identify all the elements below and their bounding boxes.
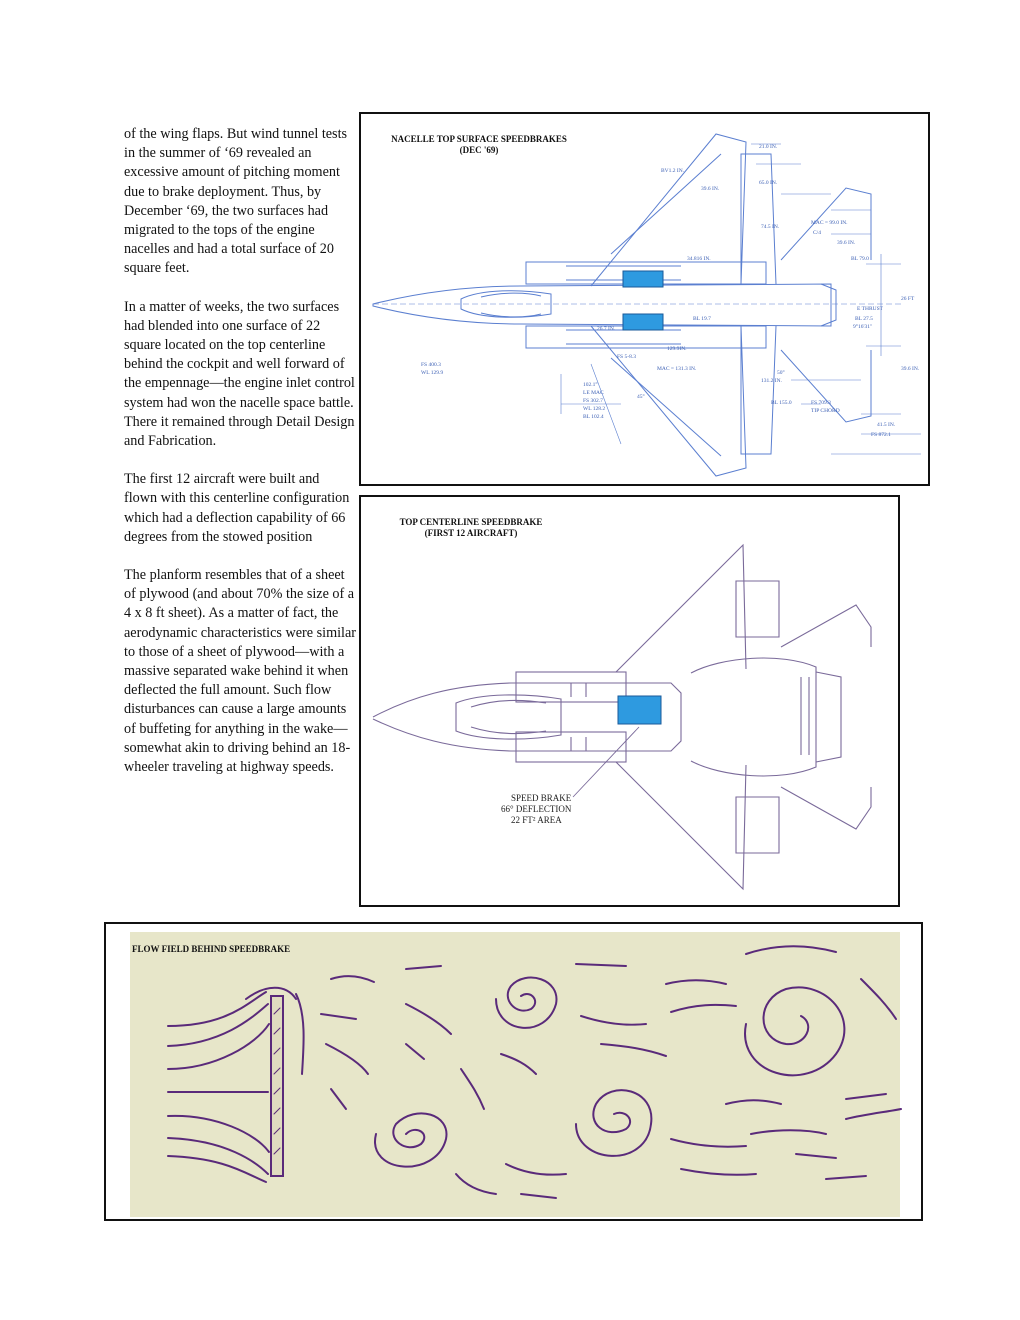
paragraph-1: of the wing flaps. But wind tunnel tests in the summer of ‘69 revealed an excessive amount of pitching moment due to brake deployment. Thus, by December ‘69, the two surfaces had migrated to the tops of the engine nacelles and had a total surface of 20 square feet.	[124, 126, 348, 277]
svg-text:LE MAC: LE MAC	[583, 390, 604, 396]
svg-text:BL 79.0: BL 79.0	[851, 256, 869, 262]
svg-text:50°: 50°	[777, 370, 785, 376]
paragraph-2: In a matter of weeks, the two surfaces had blended into one surface of 22 square located on the top centerline behind the cockpit and well forward of the empennage—the engine inlet control system had won the nacelle space battle. There it remained through Detail Design and Fabrication.	[124, 298, 355, 450]
paragraph-3: The first 12 aircraft were built and flown with this centerline configuration which had a deflection capability of 66 degrees from the stowed position	[124, 471, 350, 545]
svg-text:FS 709.3: FS 709.3	[811, 400, 831, 406]
figure-nacelle-speedbrakes	[359, 112, 930, 486]
svg-text:BL 155.0: BL 155.0	[771, 400, 792, 406]
svg-text:34.816 IN.: 34.816 IN.	[687, 256, 711, 262]
svg-text:131.2 IN.: 131.2 IN.	[761, 378, 782, 384]
callout-line-2: 66° DEFLECTION	[501, 804, 572, 814]
body-text-column	[124, 125, 356, 777]
svg-text:FS 400.3: FS 400.3	[421, 362, 441, 368]
figure-centerline-speedbrake	[359, 495, 900, 907]
svg-text:WL 129.9: WL 129.9	[421, 370, 444, 376]
svg-text:41.5 IN.: 41.5 IN.	[877, 422, 896, 428]
svg-text:39.6 IN.: 39.6 IN.	[701, 186, 720, 192]
svg-text:26.7 IN.: 26.7 IN.	[597, 326, 616, 332]
svg-text:BL 19.7: BL 19.7	[693, 316, 711, 322]
svg-text:FS 872.1: FS 872.1	[871, 432, 891, 438]
figure3-title: FLOW FIELD BEHIND SPEEDBRAKE	[132, 944, 291, 954]
svg-text:C/4: C/4	[813, 230, 821, 236]
svg-text:21.0 IN.: 21.0 IN.	[759, 144, 778, 150]
paragraph-4: The planform resembles that of a sheet of plywood (and about 70% the size of a 4 x 8 ft sheet). As a matter of fact, the aerodynamic characteristics were similar to those of a sheet of plywood—with a massive separated wake behind it when deflected the full amount. Such flow disturbances can cause a large amounts of buffeting for anything in the wake—somewhat akin to driving behind an 18-wheeler traveling at highway speeds.	[124, 567, 357, 776]
figure-flow-field	[104, 922, 923, 1221]
callout-line-3: 22 FT² AREA	[511, 815, 562, 825]
svg-text:39.6 IN.: 39.6 IN.	[901, 366, 920, 372]
svg-text:39.6 IN.: 39.6 IN.	[837, 240, 856, 246]
figure1-title: NACELLE TOP SURFACE SPEEDBRAKES (DEC '69)	[391, 134, 567, 155]
figure2-title: TOP CENTERLINE SPEEDBRAKE (FIRST 12 AIRCRAFT)	[399, 517, 543, 538]
svg-text:FS 302.7: FS 302.7	[583, 398, 603, 404]
svg-text:BV1.2 IN.: BV1.2 IN.	[661, 168, 685, 174]
svg-text:E THRUST: E THRUST	[857, 306, 884, 312]
svg-text:BL 102.4: BL 102.4	[583, 414, 604, 420]
sketch-drawing	[361, 497, 898, 905]
svg-text:65.0 IN.: 65.0 IN.	[759, 180, 778, 186]
svg-text:26 FT: 26 FT	[901, 296, 915, 302]
callout-line-1: SPEED BRAKE	[511, 793, 572, 803]
blueprint-drawing	[361, 114, 928, 484]
svg-text:9°16'31": 9°16'31"	[853, 324, 873, 330]
svg-text:MAC = 131.3 IN.: MAC = 131.3 IN.	[657, 366, 697, 372]
svg-text:102.1°: 102.1°	[583, 382, 598, 388]
svg-text:129.9IN.: 129.9IN.	[667, 346, 687, 352]
flow-drawing	[106, 924, 921, 1219]
svg-text:74.5 IN.: 74.5 IN.	[761, 224, 780, 230]
svg-text:WL 128.2: WL 128.2	[583, 406, 606, 412]
svg-text:45°: 45°	[637, 394, 645, 400]
svg-text:FS 5-8.3: FS 5-8.3	[617, 354, 636, 360]
svg-text:MAC = 99.0 IN.: MAC = 99.0 IN.	[811, 220, 848, 226]
svg-text:BL 27.5: BL 27.5	[855, 316, 873, 322]
svg-text:TIP CHORD: TIP CHORD	[811, 408, 840, 414]
